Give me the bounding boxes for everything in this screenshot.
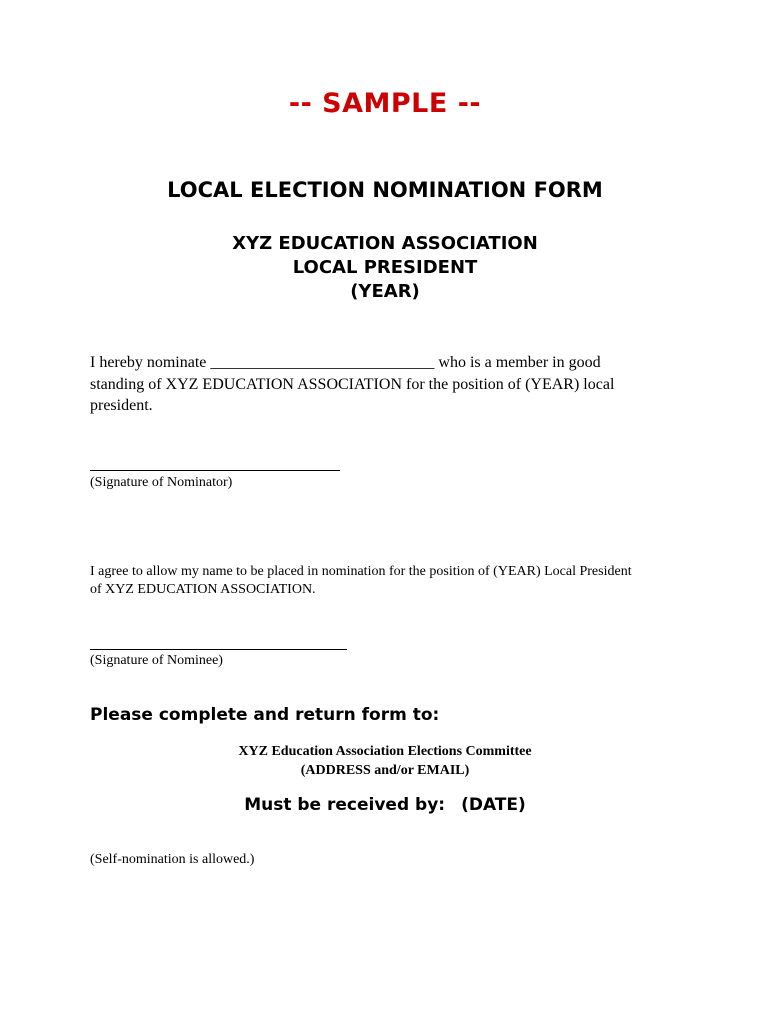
nomination-line-1: I hereby nominate ____________________________ who is a member in good (90, 354, 601, 371)
self-nomination-note: (Self-nomination is allowed.) (90, 852, 255, 867)
nomination-line-2: standing of XYZ EDUCATION ASSOCIATION for the position of (YEAR) local (90, 375, 615, 393)
nominee-signature-line[interactable] (90, 649, 347, 650)
deadline-label: Must be received by: (244, 795, 446, 815)
deadline-line (0, 795, 770, 815)
position-title: LOCAL PRESIDENT (292, 257, 478, 278)
acceptance-line-2: of XYZ EDUCATION ASSOCIATION. (90, 582, 316, 597)
organization-block (0, 232, 770, 304)
election-year: (YEAR) (350, 281, 420, 302)
organization-name: XYZ EDUCATION ASSOCIATION (232, 233, 538, 254)
nomination-line-3: president. (90, 397, 153, 414)
committee-address-block (0, 742, 770, 780)
nominator-signature-line[interactable] (90, 470, 340, 471)
committee-contact: (ADDRESS and/or EMAIL) (300, 763, 470, 778)
acceptance-statement (90, 563, 632, 599)
form-title: LOCAL ELECTION NOMINATION FORM (167, 178, 603, 202)
committee-name: XYZ Education Association Elections Committee (238, 744, 532, 759)
acceptance-line-1: I agree to allow my name to be placed in nomination for the position of (YEAR) Local President (90, 564, 632, 579)
sample-watermark-label: -- SAMPLE -- (288, 88, 482, 119)
nomination-statement (90, 352, 690, 417)
return-instructions-heading: Please complete and return form to: (90, 705, 440, 725)
nominator-signature-label: (Signature of Nominator) (90, 475, 233, 490)
deadline-value: (DATE) (461, 795, 526, 815)
nominee-signature-label: (Signature of Nominee) (90, 653, 223, 668)
